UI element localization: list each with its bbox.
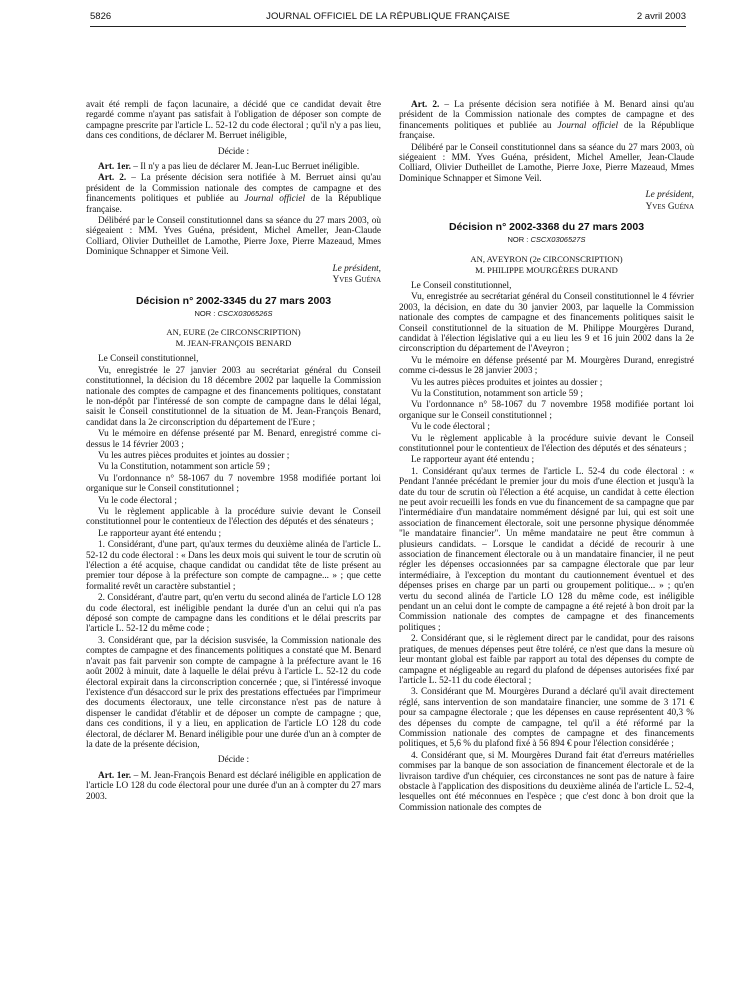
article-2 — [399, 100, 694, 142]
nor-code: CSCX0306527S — [530, 235, 586, 245]
nor-reference — [399, 235, 694, 245]
article-label: Art. 2. — [411, 100, 440, 110]
page-header — [90, 8, 686, 27]
article-text: – Il n'y a pas lieu de déclarer M. Jean-Luc Berruet inéligible. — [130, 162, 360, 173]
decide-heading: Décide : — [217, 146, 250, 157]
paragraph: 3. Considérant que M. Mourgères Durand a déclaré qu'il avait directement réglé, sans intervention de son mandataire financier, une somme de 3 171 € pour sa campagne électorale ; que les dépenses en cause représentent 40,3 % des dépenses du compte de campagne, tel qu'il a été réformé par la Commission nationale des comptes de campagne et des financements politiques, et 5,6 % du plafond fixé à 56 894 € pour l'élection considérée ; — [399, 687, 694, 750]
paragraph: 2. Considérant, d'autre part, qu'en vertu du second alinéa de l'article LO 128 du code électoral, est inéligible pendant la durée d'un an celui qui n'a pas déposé son compte de campagne dans les conditions et le délai prescrits par l'article L. 52-12 du même code ; — [86, 593, 381, 635]
issue-date: 2 avril 2003 — [636, 11, 686, 22]
paragraph: 1. Considérant, d'une part, qu'aux termes du deuxième alinéa de l'article L. 52-12 du code électoral : « Dans les deux mois qui suivent le tour de scrutin où l'élection a été acquise, chaque candidat ou candidat tête de liste présent au premier tour dépose à la préfecture son compte de campagne... » ; que cette formalité revêt un caractère substantiel ; — [86, 540, 381, 592]
journal-name: Journal officiel — [244, 194, 306, 205]
left-column — [86, 100, 381, 803]
article-text-end: de la République française. — [399, 120, 695, 142]
article-label: Art. 2. — [98, 173, 127, 184]
nor-label: NOR : — [507, 235, 531, 245]
signature-name: Yves Guéna — [332, 275, 381, 286]
paragraph: 3. Considérant que, par la décision susvisée, la Commission nationale des comptes de campagne et des financements politiques a constaté que M. Benard n'avait pas fait parvenir son compte de campagne à la préfecture avant le 16 août 2002 à minuit, date à laquelle le délai prévu à l'article L. 52-12 du code électoral expirait dans la circonscription concernée ; que, si l'intéressé invoque l'existence d'un désaccord sur le prix des prestations effectuées par l'imprimeur des documents électoraux, une telle circonstance n'est pas de nature à dispenser le candidat d'établir et de déposer un compte de campagne ; que, dans ces conditions, il y a lieu, en application de l'article LO 128 du code électoral, de déclarer M. Benard inéligible pour une durée d'un an à compter de la date de la présente décision, — [86, 635, 381, 750]
circonscription: AN, AVEYRON (2e CIRCONSCRIPTION) — [470, 253, 623, 264]
paragraph: Vu le mémoire en défense présenté par M. Benard, enregistré comme ci-dessus le 14 février 2003 ; — [86, 429, 381, 450]
article-text-end: de la République française. — [86, 194, 382, 215]
decision-title: Décision n° 2002-3345 du 27 mars 2003 — [135, 294, 332, 307]
signature-role: Le président, — [332, 263, 381, 274]
paragraph: Vu l'ordonnance n° 58-1067 du 7 novembre 1958 modifiée portant loi organique sur le Conseil constitutionnel ; — [399, 400, 694, 421]
paragraph: Vu, enregistrée au secrétariat général du Conseil constitutionnel le 4 février 2003, la décision, en date du 30 janvier 2003, par laquelle la Commission nationale des comptes de campagne et des financements politiques saisit le Conseil constitutionnel de la situation de M. Philippe Mourgères Durand, candidat à l'élection législative qui a eu lieu les 9 et 16 juin 2002 dans la 2e circonscription du département de l'Aveyron ; — [399, 292, 694, 355]
article-text: – La présente décision sera notifiée à M. Benard ainsi qu'au président de la Commission nationale des comptes de campagne et des financements politiques et publiée au — [399, 100, 694, 131]
deliberation: Délibéré par le Conseil constitutionnel dans sa séance du 27 mars 2003, où siégeaient : MM. Yves Guéna, président, Michel Ameller, Jean-Claude Colliard, Olivier Dutheillet de Lamothe, Pierre Joxe, Pierre Mazeaud, Mmes Dominique Schnapper et Simone Veil. — [399, 142, 694, 184]
paragraph: Vu la Constitution, notamment son article 59 ; — [411, 388, 583, 399]
article-label: Art. 1er. — [98, 162, 131, 173]
article-1 — [86, 162, 381, 172]
paragraph: 4. Considérant que, si M. Mourgères Durand fait état d'erreurs matérielles commises par la banque de son association de financement électorale et de la livraison tardive d'un chéquier, ces circonstances ne sont pas de nature à faire obstacle à l'application des dispositions du deuxième alinéa de l'article L. 52-4, lesquelles ont été méconnues en l'espèce ; que c'est donc à bon droit que la Commission nationale des comptes de — [399, 750, 694, 813]
deliberation: Délibéré par le Conseil constitutionnel dans sa séance du 27 mars 2003, où siégeaient : MM. Yves Guéna, président, Michel Ameller, Jean-Claude Colliard, Olivier Dutheillet de Lamothe, Pierre Joxe, Pierre Mazeaud, Mmes Dominique Schnapper et Simone Veil. — [86, 216, 381, 258]
paragraph: Le Conseil constitutionnel, — [98, 354, 199, 365]
candidate-name: M. JEAN-FRANÇOIS BENARD — [175, 338, 292, 349]
journal-title: JOURNAL OFFICIEL DE LA RÉPUBLIQUE FRANÇAISE — [266, 11, 510, 22]
paragraph: Vu la Constitution, notamment son article 59 ; — [98, 462, 270, 473]
candidate-name: M. PHILIPPE MOURGÈRES DURAND — [475, 264, 618, 275]
paragraph: Vu le règlement applicable à la procédure suivie devant le Conseil constitutionnel pour le contentieux de l'élection des députés et des sénateurs ; — [86, 507, 381, 528]
article-label: Art. 1er. — [98, 770, 132, 781]
nor-reference — [86, 309, 381, 319]
article-1 — [86, 771, 381, 802]
decision-title: Décision n° 2002-3368 du 27 mars 2003 — [448, 221, 645, 234]
article-text: – M. Jean-François Benard est déclaré inéligible en application de l'article LO 128 du code électoral pour une durée d'un an à compter du 27 mars 2003. — [86, 770, 381, 802]
paragraph: Vu, enregistrée le 27 janvier 2003 au secrétariat général du Conseil constitutionnel, la décision du 18 décembre 2002 par laquelle la Commission nationale des comptes de campagne et des financements politiques, constatant le non-dépôt par l'intéressé de son compte de campagne dans le délai légal, saisit le Conseil constitutionnel de la situation de M. Jean-François Benard, candidat dans la 2e circonscription du département de l'Eure ; — [86, 365, 381, 428]
paragraph: Vu le code électoral ; — [411, 422, 490, 433]
paragraph: 2. Considérant que, si le règlement direct par le candidat, pour des raisons pratiques, de menues dépenses peut être toléré, ce n'est que dans la mesure où leur montant global est faible par rapport au total des dépenses du compte de campagne et négligeable au regard du plafond de dépenses autorisées fixé par l'article L. 52-11 du code électoral ; — [399, 634, 694, 686]
paragraph: Vu le règlement applicable à la procédure suivie devant le Conseil constitutionnel pour le contentieux de l'élection des députés et des sénateurs ; — [399, 433, 694, 454]
paragraph: Le rapporteur ayant été entendu ; — [411, 455, 535, 466]
nor-label: NOR : — [194, 308, 218, 318]
article-2 — [86, 173, 381, 215]
signature-role: Le président, — [645, 190, 694, 201]
paragraph: Le rapporteur ayant été entendu ; — [98, 528, 222, 539]
decide-heading: Décide : — [217, 755, 250, 766]
paragraph: Vu les autres pièces produites et jointes au dossier ; — [98, 450, 290, 461]
paragraph: avait été rempli de façon lacunaire, a décidé que ce candidat devait être regardé comme n'ayant pas satisfait à l'obligation de déposer son compte de campagne prescrite par l'article L. 52-12 du code électoral ; qu'il n'y a pas lieu, dans ces conditions, de déclarer M. Berruet inéligible, — [86, 100, 381, 142]
circonscription: AN, EURE (2e CIRCONSCRIPTION) — [166, 327, 301, 338]
nor-code: CSCX0306526S — [217, 308, 273, 318]
journal-name: Journal officiel — [557, 120, 619, 131]
paragraph: Vu l'ordonnance n° 58-1067 du 7 novembre 1958 modifiée portant loi organique sur le Conseil constitutionnel ; — [86, 473, 381, 495]
article-text: – La présente décision sera notifiée à M. Berruet ainsi qu'au président de la Commission nationale des comptes de campagne et des financements politiques et publiée au — [86, 173, 381, 205]
paragraph: Vu le code électoral ; — [98, 495, 177, 506]
paragraph: Vu le mémoire en défense présenté par M. Mourgères Durand, enregistré comme ci-dessus le 28 janvier 2003 ; — [399, 355, 694, 377]
right-column — [399, 100, 694, 814]
paragraph: 1. Considérant qu'aux termes de l'article L. 52-4 du code électoral : « Pendant l'année précédant le premier jour du mois d'une élection et jusqu'à la date du tour de scrutin où l'élection a été acquise, un candidat à cette élection ne peut avoir recueilli les fonds en vue du financement de sa campagne que par l'intermédiaire d'un mandataire nommément désigné par lui, qui est soit une association de financement électorale, soit une personne physique dénommée "le mandataire financier". Un même mandataire ne peut être commun à plusieurs candidats. – Lorsque le candidat a décidé de recourir à une association de financement électorale ou à un mandataire financier, il ne peut régler les dépenses occasionnées par sa campagne électorale que par leur intermédiaire, à l'exception du montant du cautionnement éventuel et des dépenses prises en charge par un parti ou groupement politique... » ; qu'en vertu du second alinéa de l'article LO 128 du même code, est inéligible pendant un an celui dont le compte de campagne a été rejeté à bon droit par la Commission nationale des comptes de campagne et des financements politiques ; — [399, 466, 694, 633]
paragraph: Vu les autres pièces produites et jointes au dossier ; — [411, 377, 603, 388]
signature-name: Yves Guéna — [645, 201, 694, 212]
page-number: 5826 — [90, 11, 112, 22]
paragraph: Le Conseil constitutionnel, — [411, 280, 512, 291]
